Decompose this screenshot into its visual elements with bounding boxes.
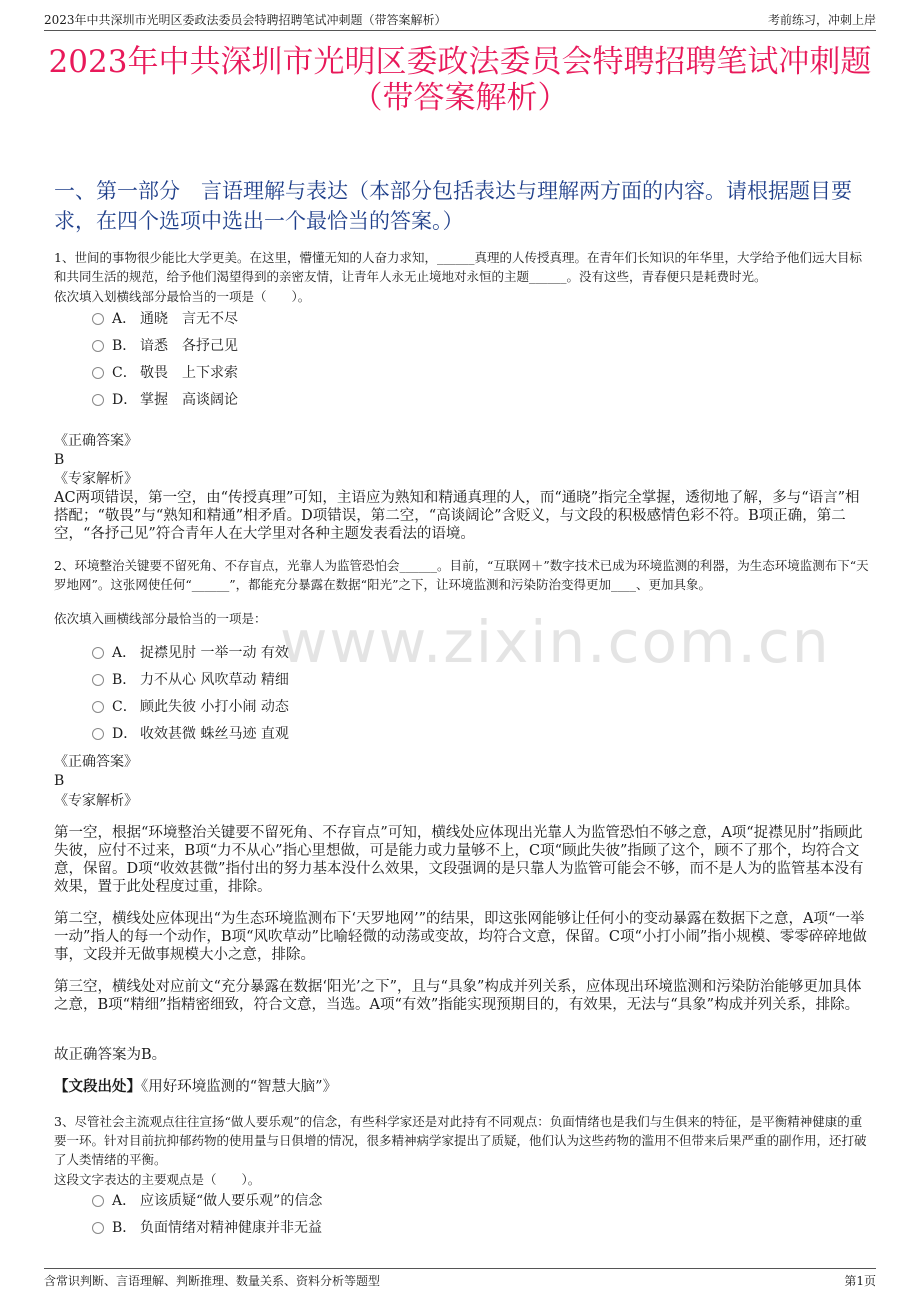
q2-option-d[interactable] — [92, 725, 289, 743]
option-key: D． — [112, 726, 138, 742]
q3-prompt: 这段文字表达的主要观点是（ ）。 — [54, 1172, 261, 1187]
q1-text: 1、世间的事物很少能比大学更美。在这里，懵懂无知的人奋力求知，______真理的人传授真理。在青年们长知识的年华里，大学给予他们远大目标和共同生活的规范，给予他们渴望得到的亲密友情，让青年人永无止境地对永恒的主题______。没有这些，青春便只是耗费时光。 — [54, 250, 862, 284]
option-key: C． — [112, 699, 137, 715]
q1-analysis-label: 《专家解析》 — [54, 471, 138, 487]
q1-analysis: AC两项错误，第一空，由“传授真理”可知，主语应为熟知和精通真理的人，而“通晓”指完全掌握，透彻地了解，多与“语言”相搭配；“敬畏”与“熟知和精通”相矛盾。D项错误，第二空，“高谈阔论”含贬义，与文段的积极感情色彩不符。B项正确，第二空，“各抒己见”符合青年人在大学里对各种主题发表看法的语境。 — [54, 490, 860, 542]
q2-option-c[interactable] — [92, 698, 289, 716]
q1-option-d[interactable] — [92, 391, 238, 409]
q1-option-c[interactable] — [92, 364, 238, 382]
section-title: 一、第一部分 言语理解与表达（本部分包括表达与理解两方面的内容。请根据题目要求，在四个选项中选出一个最恰当的答案。） — [54, 179, 852, 233]
radio-icon[interactable] — [92, 728, 104, 740]
radio-icon[interactable] — [92, 647, 104, 659]
option-text: 负面情绪对精神健康并非无益 — [140, 1220, 322, 1236]
option-text: 捉襟见肘 一举一动 有效 — [140, 645, 289, 661]
option-key: B． — [112, 672, 137, 688]
q2-option-a[interactable] — [92, 644, 289, 662]
option-text: 敬畏 上下求索 — [140, 365, 238, 381]
option-text: 力不从心 风吹草动 精细 — [140, 672, 289, 688]
option-key: A． — [112, 1193, 137, 1209]
option-key: A． — [112, 311, 137, 327]
q2-text: 2、环境整治关键要不留死角、不存盲点，光靠人为监管恐怕会______。目前，“互联网＋”数字技术已成为环境监测的利器，为生态环境监测布下“天罗地网”。这张网使任何“______”，都能充分暴露在数据“阳光”之下，让环境监测和污染防治变得更加____、更加具象。 — [54, 558, 869, 592]
page-number: 第1页 — [844, 1274, 876, 1288]
radio-icon[interactable] — [92, 367, 104, 379]
option-text: 收效甚微 蛛丝马迹 直观 — [140, 726, 289, 742]
q1-answer: B — [54, 452, 65, 468]
page-header — [44, 12, 876, 31]
q2-analysis-label: 《专家解析》 — [54, 793, 138, 809]
option-key: C． — [112, 365, 137, 381]
watermark: www.zixin.com.cn — [280, 608, 831, 676]
q3-option-a[interactable] — [92, 1192, 322, 1210]
q1-option-b[interactable] — [92, 337, 238, 355]
option-key: B． — [112, 338, 137, 354]
option-text: 顾此失彼 小打小闹 动态 — [140, 699, 289, 715]
radio-icon[interactable] — [92, 1195, 104, 1207]
doc-title-line2: （带答案解析） — [351, 80, 569, 116]
option-text: 掌握 高谈阔论 — [140, 392, 238, 408]
radio-icon[interactable] — [92, 313, 104, 325]
q2-analysis-p2: 第二空，横线处应体现出“为生态环境监测布下‘天罗地网’”的结果，即这张网能够让任何小的变动暴露在数据下之意，A项“一举一动”指人的每一个动作，B项“风吹草动”比喻轻微的动荡或变故，均符合文意，保留。C项“小打小闹”指小规模、零零碎碎地做事，文段并无做事规模大小之意，排除。 — [54, 911, 867, 963]
source-label: 【文段出处】 — [54, 1078, 141, 1095]
q2-option-b[interactable] — [92, 671, 289, 689]
header-doc-title: 2023年中共深圳市光明区委政法委员会特聘招聘笔试冲刺题（带答案解析） — [44, 13, 447, 27]
option-key: D． — [112, 392, 138, 408]
radio-icon[interactable] — [92, 394, 104, 406]
option-text: 应该质疑“做人要乐观”的信念 — [140, 1193, 323, 1209]
page-footer — [44, 1268, 876, 1289]
q3-option-b[interactable] — [92, 1219, 322, 1237]
option-text: 通晓 言无不尽 — [140, 311, 238, 327]
radio-icon[interactable] — [92, 701, 104, 713]
radio-icon[interactable] — [92, 674, 104, 686]
q2-source — [54, 1078, 872, 1096]
q1-prompt: 依次填入划横线部分最恰当的一项是（ ）。 — [54, 289, 311, 304]
source-title: 《用好环境监测的“智慧大脑”》 — [141, 1079, 338, 1095]
q2-analysis-p3: 第三空，横线处对应前文“充分暴露在数据‘阳光’之下”，且与“具象”构成并列关系，应体现出环境监测和污染防治能够更加具体之意，B项“精细”指精密细致，符合文意，当选。A项“有效”指能实现预期目的，有效果，无法与“具象”构成并列关系，排除。 — [54, 979, 862, 1013]
q1-answer-label: 《正确答案》 — [54, 433, 138, 449]
radio-icon[interactable] — [92, 340, 104, 352]
option-key: B． — [112, 1220, 137, 1236]
q2-answer: B — [54, 773, 65, 789]
q3-text: 3、尽管社会主流观点往往宣扬“做人要乐观”的信念，有些科学家还是对此持有不同观点：负面情绪也是我们与生俱来的特征，是平衡精神健康的重要一环。针对目前抗抑郁药物的使用量与日俱增的情况，很多精神病学家提出了质疑，他们认为这些药物的滥用不但带来后果严重的副作用，还打破了人类情绪的平衡。 — [54, 1114, 867, 1167]
radio-icon[interactable] — [92, 1222, 104, 1234]
doc-title-line1: 2023年中共深圳市光明区委政法委员会特聘招聘笔试冲刺题 — [48, 44, 872, 80]
footer-note: 含常识判断、言语理解、判断推理、数量关系、资料分析等题型 — [44, 1274, 381, 1288]
q2-prompt: 依次填入画横线部分最恰当的一项是： — [54, 611, 267, 626]
option-key: A． — [112, 645, 137, 661]
q2-conclusion: 故正确答案为B。 — [54, 1047, 167, 1063]
q2-analysis-p1: 第一空，根据“环境整治关键要不留死角、不存盲点”可知，横线处应体现出光靠人为监管恐怕不够之意，A项“捉襟见肘”指顾此失彼，应付不过来，B项“力不从心”指心里想做，可是能力或力量够不上，C项“顾此失彼”指顾了这个，顾不了那个，均符合文意，保留。D项“收效甚微”指付出的努力基本没什么效果，文段强调的是只靠人为监管可能会不够，而不是人为的监管基本没有效果，置于此处程度过重，排除。 — [54, 825, 864, 895]
header-slogan: 考前练习，冲刺上岸 — [767, 13, 876, 27]
q2-answer-label: 《正确答案》 — [54, 754, 138, 770]
option-text: 谙悉 各抒己见 — [140, 338, 238, 354]
q1-option-a[interactable] — [92, 310, 238, 328]
